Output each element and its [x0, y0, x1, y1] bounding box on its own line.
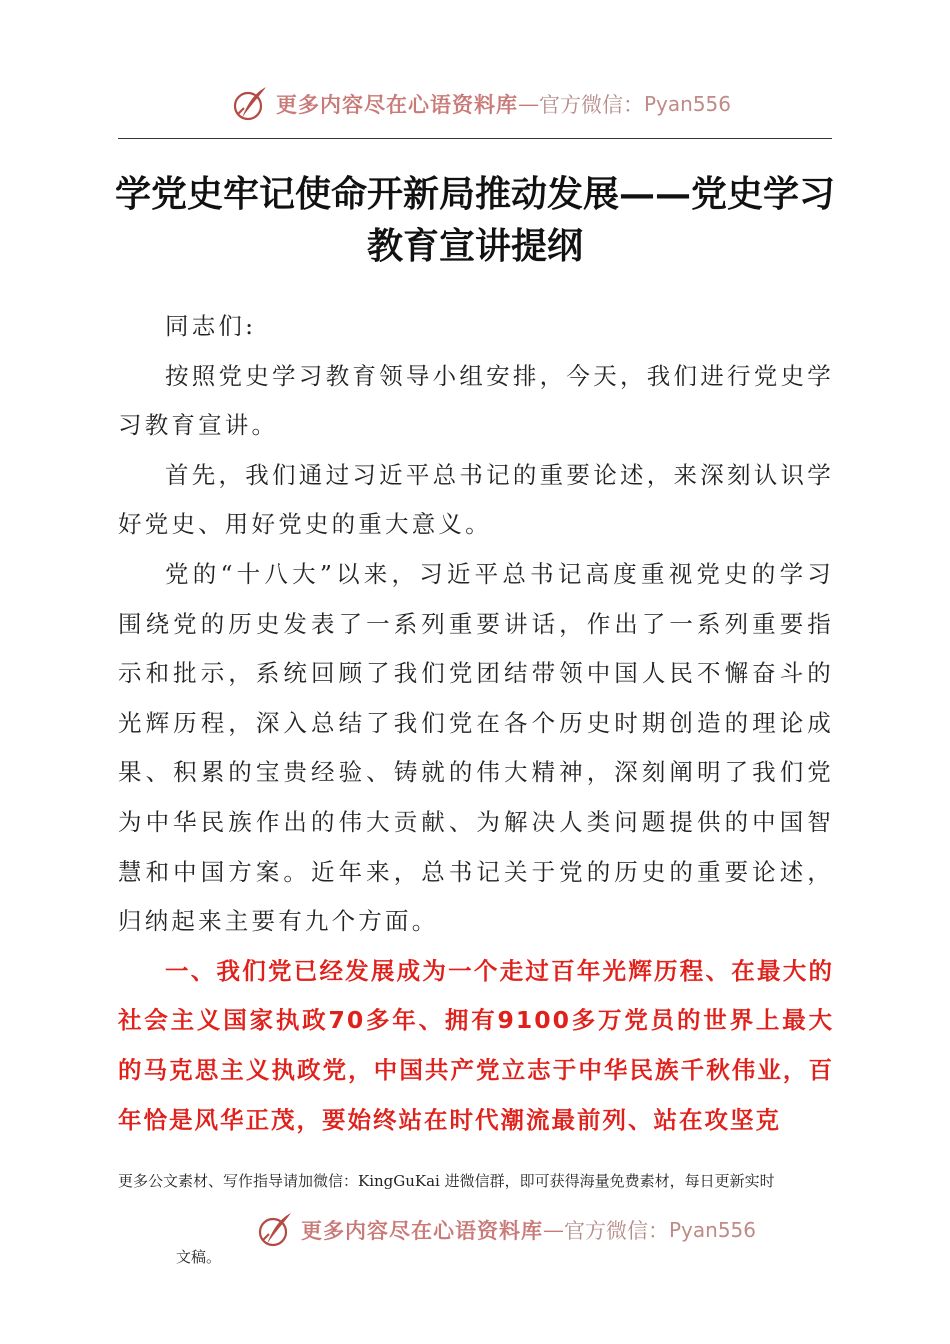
footer-note: 更多公文素材、写作指导请加微信：KingGuKai 进微信群，即可获得海量免费素材，每日更新实时 [118, 1172, 775, 1190]
watermark-contact: 官方微信： [564, 1219, 669, 1243]
salutation: 同志们: [165, 312, 257, 340]
watermark-contact: 官方微信： [539, 93, 644, 117]
section-heading-red: 一、我们党已经发展成为一个走过百年光辉历程、在最大的社会主义国家执政70多年、拥有9100多万党员的世界上最大的马克思主义执政党，中国共产党立志于中华民族千秋伟业，百年恰是风华正茂，要始终站在时代潮流最前列、站在攻坚克 [118, 956, 834, 1134]
header-watermark [230, 84, 731, 124]
watermark-dash: — [543, 1218, 564, 1242]
header-divider [118, 138, 832, 139]
watermark-text: 更多内容尽在心语资料库 [276, 92, 518, 117]
quill-logo-icon [230, 84, 270, 124]
footer-note-continued: 文稿。 [176, 1248, 222, 1266]
watermark-dash: — [518, 92, 539, 116]
paragraph: 首先，我们通过习近平总书记的重要论述，来深刻认识学好党史、用好党史的重大意义。 [118, 460, 834, 539]
paragraph: 按照党史学习教育领导小组安排，今天，我们进行党史学习教育宣讲。 [118, 361, 834, 440]
quill-logo-icon [255, 1210, 295, 1250]
watermark-id: Pyan556 [644, 92, 732, 116]
paragraph: 党的“十八大”以来，习近平总书记高度重视党史的学习围绕党的历史发表了一系列重要讲话，作出了一系列重要指示和批示，系统回顾了我们党团结带领中国人民不懈奋斗的光辉历程，深入总结了我们党在各个历史时期创造的理论成果、积累的宝贵经验、铸就的伟大精神，深刻阐明了我们党为中华民族作出的伟大贡献、为解决人类问题提供的中国智慧和中国方案。近年来，总书记关于党的历史的重要论述，归纳起来主要有九个方面。 [118, 559, 834, 936]
footer-watermark [255, 1210, 756, 1250]
document-title: 学党史牢记使命开新局推动发展——党史学习教育宣讲提纲 [114, 173, 835, 267]
document-body [118, 302, 834, 1145]
watermark-text: 更多内容尽在心语资料库 [301, 1218, 543, 1243]
watermark-id: Pyan556 [669, 1218, 757, 1242]
